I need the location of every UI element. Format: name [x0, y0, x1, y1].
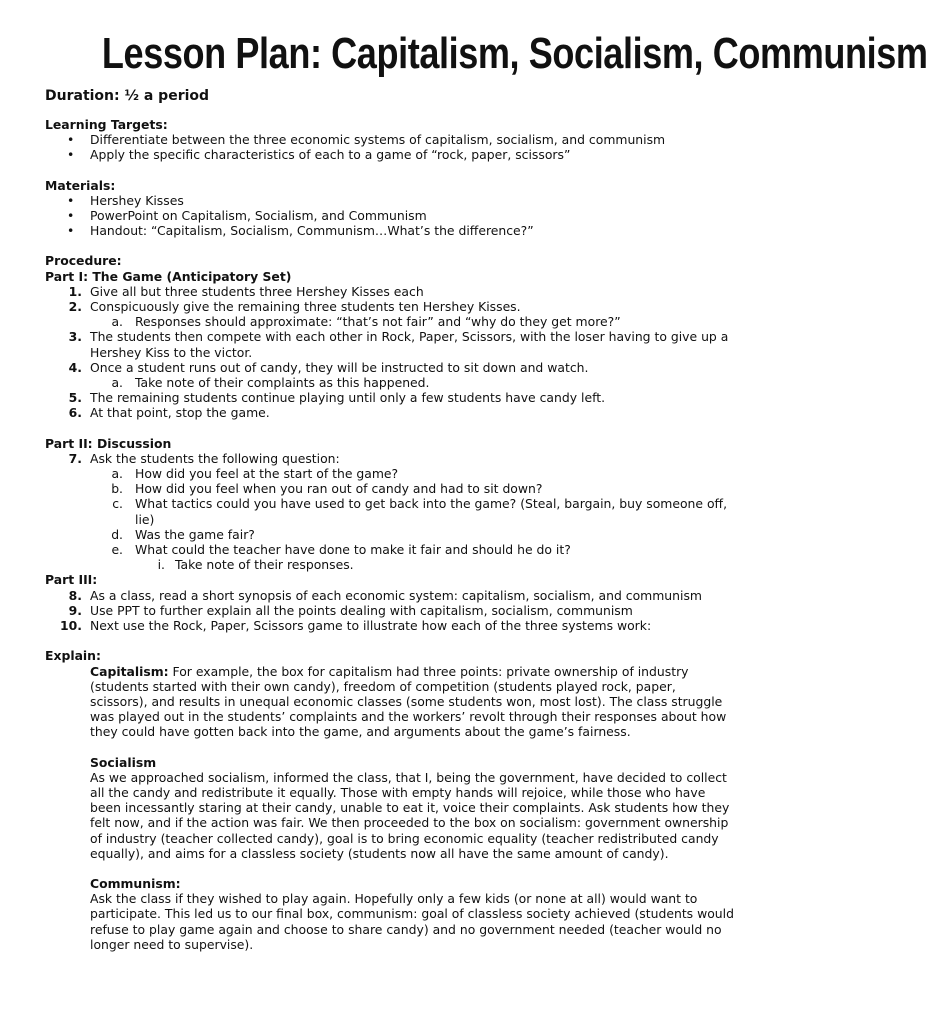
procedure-step — [45, 299, 735, 314]
question-letter: e. — [111, 542, 123, 558]
procedure-step — [45, 588, 735, 603]
materials-item: • Hershey Kisses — [45, 193, 735, 208]
question-text: How did you feel when you ran out of candy and had to sit down? — [135, 481, 543, 497]
procedure-substep — [45, 314, 735, 329]
materials-list — [45, 193, 735, 239]
communism-paragraph — [45, 876, 735, 952]
socialism-label: Socialism — [90, 754, 157, 770]
learning-targets-heading: Learning Targets: — [45, 117, 168, 132]
procedure-heading: Procedure: — [45, 253, 122, 269]
document-body — [45, 87, 735, 952]
question-text: What could the teacher have done to make it fair and should he do it? — [135, 542, 571, 558]
step-text: As a class, read a short synopsis of each economic system: capitalism, socialism, and communism — [90, 587, 702, 603]
explain-heading: Explain: — [45, 648, 101, 664]
step-number: 2. — [68, 299, 82, 315]
substep-letter: a. — [111, 375, 123, 391]
substep-letter: a. — [111, 314, 123, 330]
learning-target-item: • Differentiate between the three economic systems of capitalism, socialism, and communism — [45, 132, 735, 147]
learning-targets-list — [45, 132, 735, 162]
socialism-text: As we approached socialism, informed the class, that I, being the government, have decided to collect all the candy and redistribute it equally. Those with empty hands will rejoice, while those who have been incessantly staring at their candy, unable to eat it, voice their complaints. Ask students how they felt now, and if the action was fair. We then proceeded to the box on socialism: government ownership of industry (teacher collected candy), goal is to bring economic equality (teacher redistributed candy equally), and aims for a classless society (students now all have the same amount of candy). — [90, 769, 730, 861]
step-number: 10. — [60, 618, 82, 634]
step-number: 1. — [68, 283, 82, 299]
step-text: Use PPT to further explain all the points dealing with capitalism, socialism, communism — [90, 602, 633, 618]
materials-item: • PowerPoint on Capitalism, Socialism, and Communism — [45, 208, 735, 223]
question-letter: b. — [111, 481, 123, 497]
step-text: Conspicuously give the remaining three students ten Hershey Kisses. — [90, 299, 521, 315]
discussion-question — [45, 481, 735, 496]
capitalism-label: Capitalism: — [90, 663, 169, 679]
procedure-step — [45, 360, 735, 375]
capitalism-paragraph — [45, 664, 735, 740]
discussion-question — [45, 496, 735, 526]
discussion-subnote — [45, 557, 735, 572]
step-number: 6. — [68, 405, 82, 421]
question-text: How did you feel at the start of the game? — [135, 466, 399, 482]
procedure-step — [45, 618, 735, 633]
step-text: The students then compete with each other in Rock, Paper, Scissors, with the loser having to give up a Hershey Kiss to the victor. — [90, 329, 729, 360]
step-number: 4. — [68, 359, 82, 375]
step-number: 3. — [68, 329, 82, 345]
question-letter: d. — [111, 526, 123, 542]
socialism-paragraph — [45, 755, 735, 861]
learning-target-item: • Apply the specific characteristics of each to a game of “rock, paper, scissors” — [45, 147, 735, 162]
step-text: Ask the students the following question: — [90, 450, 340, 466]
step-number: 8. — [68, 587, 82, 603]
step-text: Give all but three students three Hershey Kisses each — [90, 283, 424, 299]
communism-label: Communism: — [90, 875, 181, 891]
communism-text: Ask the class if they wished to play again. Hopefully only a few kids (or none at all) would want to participate. This led us to our final box, communism: goal of classless society achieved (students would refuse to play game again and choose to share candy) and no government needed (teacher would no longer need to supervise). — [90, 891, 734, 952]
capitalism-text: For example, the box for capitalism had three points: private ownership of industry (students started with their own candy), freedom of competition (students played rock, paper, scissors), and results in unequal economic classes (some students won, most lost). The class struggle was played out in the students’ complaints and the workers’ revolt through their responses about how they could have gotten back into the game, and arguments about the game’s fairness. — [90, 663, 727, 740]
step-text: The remaining students continue playing until only a few students have candy left. — [90, 390, 606, 406]
step-text: Once a student runs out of candy, they will be instructed to sit down and watch. — [90, 359, 589, 375]
discussion-question — [45, 542, 735, 557]
step-text: Next use the Rock, Paper, Scissors game to illustrate how each of the three systems work: — [90, 618, 652, 634]
procedure-step — [45, 390, 735, 405]
procedure-substep — [45, 375, 735, 390]
procedure-step — [45, 405, 735, 420]
substep-text: Responses should approximate: “that’s not fair” and “why do they get more?” — [135, 314, 621, 330]
part3-heading: Part III: — [45, 572, 98, 588]
part1-heading: Part I: The Game (Anticipatory Set) — [45, 268, 292, 284]
materials-item: • Handout: “Capitalism, Socialism, Communism…What’s the difference?” — [45, 223, 735, 238]
substep-text: Take note of their complaints as this happened. — [135, 375, 430, 391]
step-number: 5. — [68, 390, 82, 406]
part2-heading: Part II: Discussion — [45, 435, 172, 451]
step-text: At that point, stop the game. — [90, 405, 270, 421]
question-letter: a. — [111, 466, 123, 482]
step-number: 7. — [68, 450, 82, 466]
discussion-question — [45, 466, 735, 481]
question-letter: c. — [112, 496, 123, 512]
subnote-numeral: i. — [157, 557, 165, 573]
page-title: Lesson Plan: Capitalism, Socialism, Communism — [101, 29, 928, 78]
step-number: 9. — [68, 602, 82, 618]
question-text: What tactics could you have used to get back into the game? (Steal, bargain, buy someone off, lie) — [135, 496, 728, 527]
procedure-step — [45, 329, 735, 359]
discussion-question — [45, 527, 735, 542]
procedure-step — [45, 451, 735, 466]
materials-heading: Materials: — [45, 177, 116, 193]
procedure-step — [45, 284, 735, 299]
question-text: Was the game fair? — [135, 526, 255, 542]
procedure-step — [45, 603, 735, 618]
duration-line: Duration: ½ a period — [45, 88, 210, 104]
subnote-text: Take note of their responses. — [175, 557, 354, 573]
